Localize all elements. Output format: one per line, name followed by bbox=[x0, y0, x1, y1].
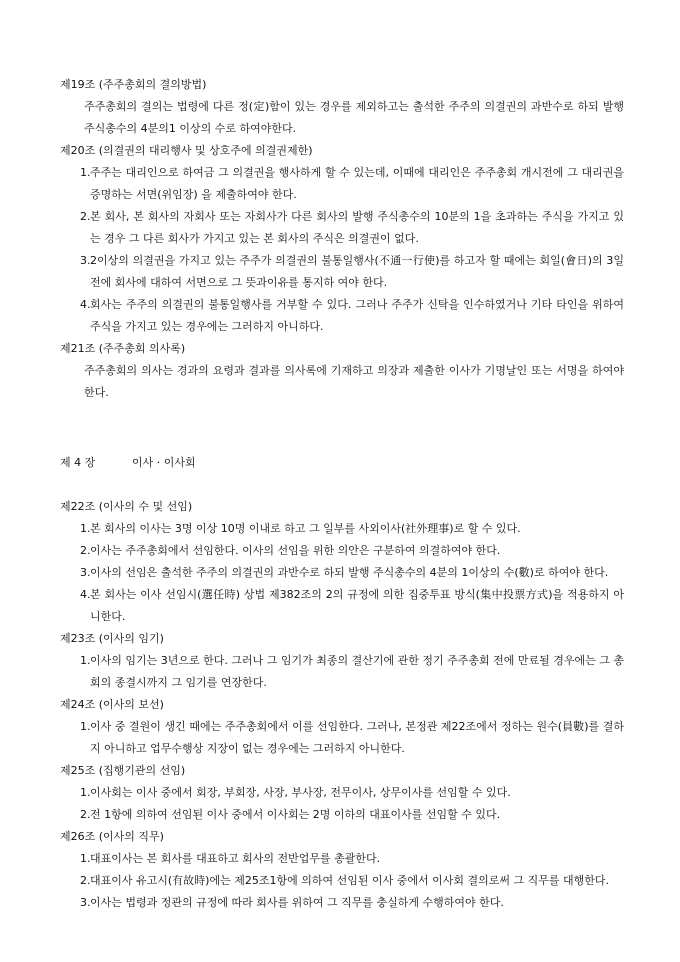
spacer bbox=[60, 404, 624, 452]
article-title: 제25조 (집행기관의 선임) bbox=[60, 764, 186, 777]
article-paragraph: 주주총회의 결의는 법령에 다른 정(定)함이 있는 경우를 제외하고는 출석한 주주의 의결권의 과반수로 하되 발행주식총수의 4분의1 이상의 수로 하여야한다. bbox=[84, 100, 624, 135]
item-number: 4. bbox=[80, 298, 91, 311]
list-item bbox=[60, 206, 624, 250]
article-title: 제19조 (주주총회의 결의방법) bbox=[60, 78, 207, 91]
article-title: 제23조 (이사의 임기) bbox=[60, 632, 164, 645]
article-item-list bbox=[60, 782, 624, 826]
article-21 bbox=[60, 338, 624, 404]
item-number: 2. bbox=[80, 808, 91, 821]
item-number: 4. bbox=[80, 588, 91, 601]
article-item-list bbox=[60, 518, 624, 628]
item-number: 1. bbox=[80, 166, 91, 179]
item-number: 2. bbox=[80, 210, 91, 223]
list-item bbox=[60, 804, 624, 826]
item-text: 대표이사 유고시(有故時)에는 제25조1항에 의하여 선임된 이사 중에서 이사회 결의로써 그 직무를 대행한다. bbox=[90, 874, 609, 887]
item-text: 이사회는 이사 중에서 회장, 부회장, 사장, 부사장, 전무이사, 상무이사를 선임할 수 있다. bbox=[90, 786, 511, 799]
list-item bbox=[60, 650, 624, 694]
item-text: 이사는 주주총회에서 선임한다. 이사의 선임을 위한 의안은 구분하여 의결하여야 한다. bbox=[90, 544, 501, 557]
item-text: 이사 중 결원이 생긴 때에는 주주총회에서 이를 선임한다. 그러나, 본정관 제22조에서 정하는 원수(員數)를 결하지 아니하고 업무수행상 지장이 없는 경우에는 그러하지 아니한다. bbox=[90, 720, 624, 755]
article-25 bbox=[60, 760, 624, 826]
item-number: 1. bbox=[80, 522, 91, 535]
list-item bbox=[60, 294, 624, 338]
list-item bbox=[60, 584, 624, 628]
item-text: 이사는 법령과 정관의 규정에 따라 회사를 위하여 그 직무를 충실하게 수행하여야 한다. bbox=[90, 896, 504, 909]
article-title: 제22조 (이사의 수 및 선임) bbox=[60, 500, 193, 513]
article-paragraph: 주주총회의 의사는 경과의 요령과 결과를 의사록에 기재하고 의장과 제출한 이사가 기명날인 또는 서명을 하여야 한다. bbox=[84, 364, 624, 399]
item-text: 2이상의 의결권을 가지고 있는 주주가 의결권의 불통일행사(不通一行使)를 하고자 할 때에는 회일(會日)의 3일전에 회사에 대하여 서면으로 그 뜻과이유를 통지하 여야 한다. bbox=[90, 254, 624, 289]
list-item bbox=[60, 250, 624, 294]
chapter-heading bbox=[60, 452, 624, 474]
list-item bbox=[60, 716, 624, 760]
item-number: 2. bbox=[80, 874, 91, 887]
article-title: 제20조 (의결권의 대리행사 및 상호주에 의결권제한) bbox=[60, 144, 313, 157]
article-item-list bbox=[60, 650, 624, 694]
list-item bbox=[60, 162, 624, 206]
item-text: 이사의 임기는 3년으로 한다. 그러나 그 임기가 최종의 결산기에 관한 정기 주주총회 전에 만료될 경우에는 그 총회의 종결시까지 그 임기를 연장한다. bbox=[90, 654, 624, 689]
list-item bbox=[60, 870, 624, 892]
list-item bbox=[60, 540, 624, 562]
list-item bbox=[60, 562, 624, 584]
item-text: 본 회사는 이사 선임시(選任時) 상법 제382조의 2의 규정에 의한 집중투표 방식(集中投票方式)을 적용하지 아니한다. bbox=[90, 588, 624, 623]
chapter-number: 제 4 장 bbox=[60, 456, 96, 469]
list-item bbox=[60, 518, 624, 540]
item-number: 3. bbox=[80, 896, 91, 909]
list-item bbox=[60, 848, 624, 870]
article-item-list bbox=[60, 848, 624, 914]
item-text: 이사의 선임은 출석한 주주의 의결권의 과반수로 하되 발행 주식총수의 4분의 1이상의 수(數)로 하여야 한다. bbox=[90, 566, 609, 579]
item-text: 회사는 주주의 의결권의 불통일행사를 거부할 수 있다. 그러나 주주가 신탁을 인수하였거나 기타 타인을 위하여 주식을 가지고 있는 경우에는 그러하지 아니하다. bbox=[90, 298, 624, 333]
item-number: 1. bbox=[80, 852, 91, 865]
article-20 bbox=[60, 140, 624, 338]
article-24 bbox=[60, 694, 624, 760]
item-number: 1. bbox=[80, 654, 91, 667]
spacer bbox=[60, 474, 624, 496]
article-item-list bbox=[60, 162, 624, 338]
article-title: 제21조 (주주총회 의사록) bbox=[60, 342, 186, 355]
item-text: 대표이사는 본 회사를 대표하고 회사의 전반업무를 총괄한다. bbox=[90, 852, 381, 865]
item-number: 2. bbox=[80, 544, 91, 557]
article-title: 제26조 (이사의 직무) bbox=[60, 830, 164, 843]
item-text: 본 회사의 이사는 3명 이상 10명 이내로 하고 그 일부를 사외이사(社外理事)로 할 수 있다. bbox=[90, 522, 521, 535]
item-text: 본 회사, 본 회사의 자회사 또는 자회사가 다른 회사의 발행 주식총수의 10분의 1을 초과하는 주식을 가지고 있는 경우 그 다른 회사가 가지고 있는 본 회사의 주식은 의결권이 없다. bbox=[90, 210, 624, 245]
article-22 bbox=[60, 496, 624, 628]
list-item bbox=[60, 892, 624, 914]
chapter-title: 이사 · 이사회 bbox=[132, 456, 196, 469]
article-23 bbox=[60, 628, 624, 694]
list-item bbox=[60, 782, 624, 804]
item-number: 3. bbox=[80, 566, 91, 579]
item-text: 전 1항에 의하여 선임된 이사 중에서 이사회는 2명 이하의 대표이사를 선임할 수 있다. bbox=[90, 808, 501, 821]
article-19 bbox=[60, 74, 624, 140]
article-title: 제24조 (이사의 보선) bbox=[60, 698, 164, 711]
item-number: 3. bbox=[80, 254, 91, 267]
item-text: 주주는 대리인으로 하여금 그 의결권을 행사하게 할 수 있는데, 이때에 대리인은 주주총회 개시전에 그 대리권을 증명하는 서면(위임장) 을 제출하여야 한다. bbox=[90, 166, 624, 201]
item-number: 1. bbox=[80, 786, 91, 799]
article-item-list bbox=[60, 716, 624, 760]
item-number: 1. bbox=[80, 720, 91, 733]
article-26 bbox=[60, 826, 624, 914]
